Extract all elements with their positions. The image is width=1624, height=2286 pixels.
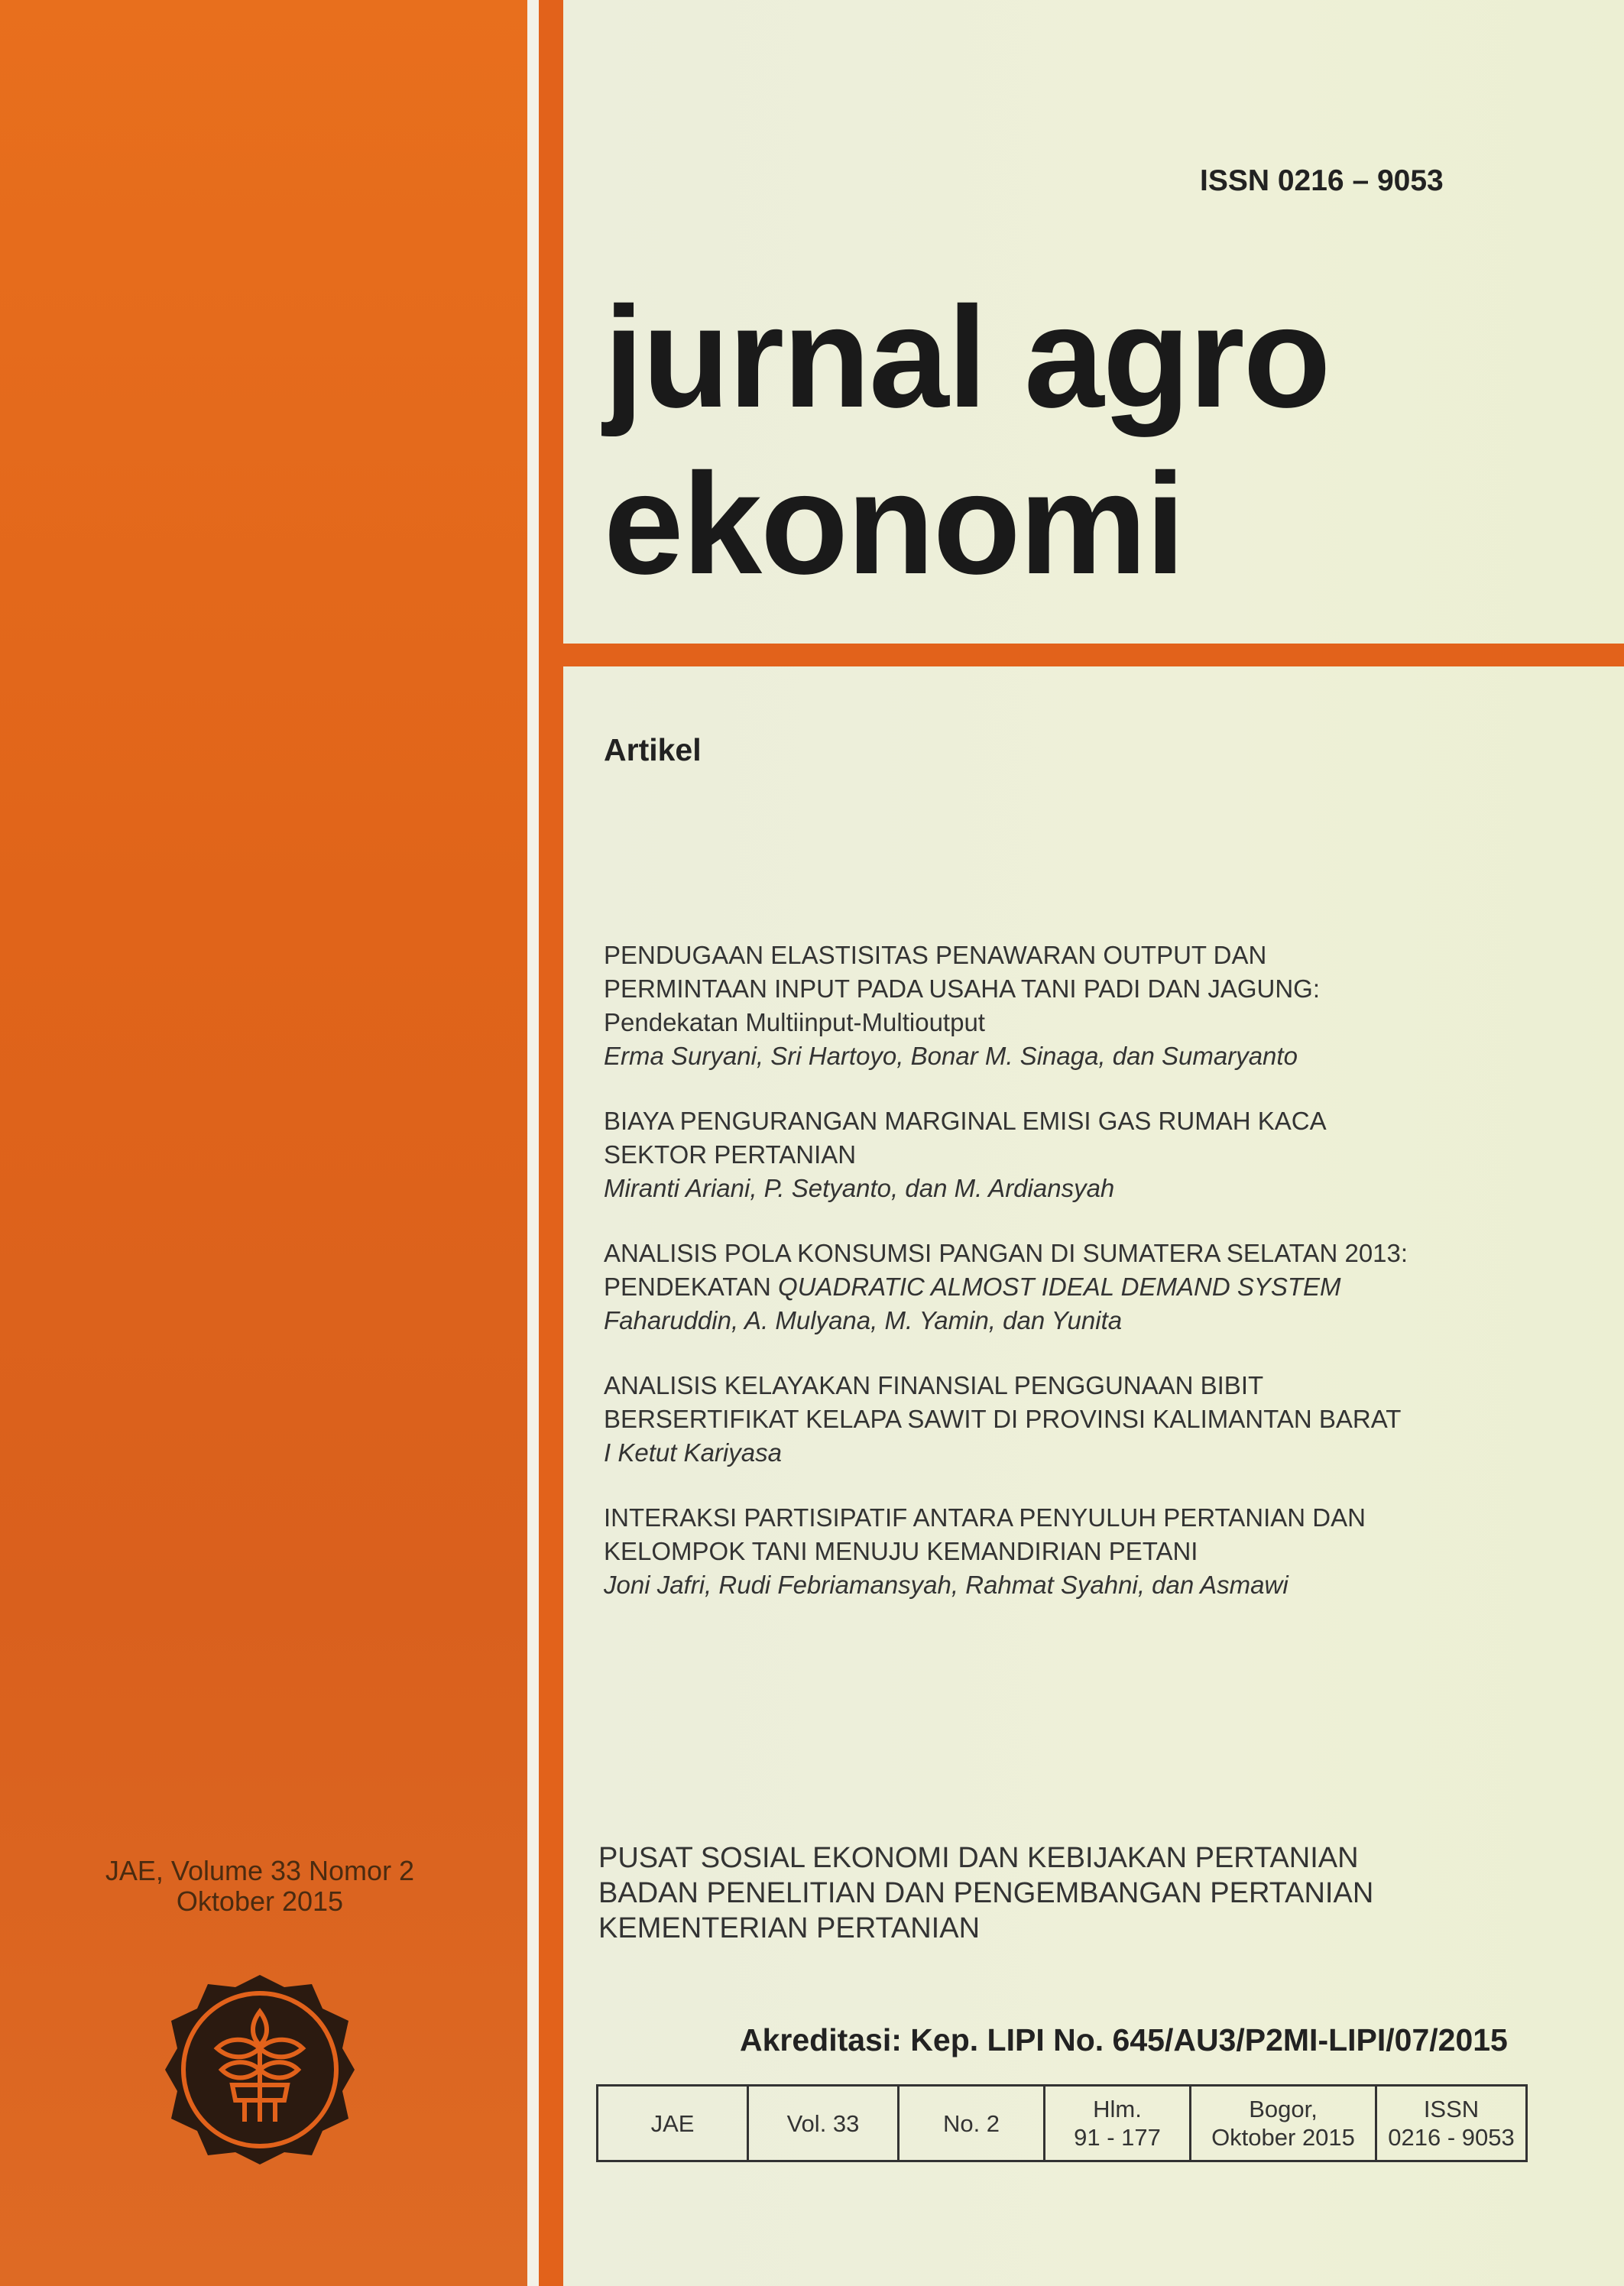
article-title: ANALISIS KELAYAKAN FINANSIAL PENGGUNAAN BIBIT BERSERTIFIKAT KELAPA SAWIT DI PROVINSI KALIMANTAN BARAT <box>604 1371 1402 1433</box>
article-title: PENDUGAAN ELASTISITAS PENAWARAN OUTPUT DAN PERMINTAAN INPUT PADA USAHA TANI PADI DAN JAGUNG: <box>604 941 1321 1003</box>
article-authors: Faharuddin, A. Mulyana, M. Yamin, dan Yunita <box>604 1306 1123 1334</box>
pages-range: 91 - 177 <box>1074 2124 1161 2151</box>
issn-number: 0216 - 9053 <box>1388 2124 1515 2151</box>
volume-info <box>76 1856 443 1917</box>
panel-divider <box>527 0 539 2286</box>
issn-label: ISSN <box>1423 2096 1480 2122</box>
volume-date: Oktober 2015 <box>176 1886 344 1917</box>
vertical-orange-stripe <box>539 0 563 2286</box>
journal-abbrev-cell: JAE <box>598 2086 748 2161</box>
horizontal-orange-stripe <box>563 644 1624 666</box>
article-authors: Miranti Ariani, P. Setyanto, dan M. Ardiansyah <box>604 1174 1115 1202</box>
article-item <box>604 1104 1421 1205</box>
accreditation-text: Akreditasi: Kep. LIPI No. 645/AU3/P2MI-LIPI/07/2015 <box>740 2022 1508 2057</box>
article-title: INTERAKSI PARTISIPATIF ANTARA PENYULUH PERTANIAN DAN KELOMPOK TANI MENUJU KEMANDIRIAN PETANI <box>604 1503 1366 1565</box>
publication-info-table <box>596 2084 1528 2162</box>
journal-title-line2: ekonomi <box>604 443 1185 604</box>
publisher-line: PUSAT SOSIAL EKONOMI DAN KEBIJAKAN PERTANIAN <box>598 1842 1359 1874</box>
article-authors: I Ketut Kariyasa <box>604 1438 782 1467</box>
article-authors: Erma Suryani, Sri Hartoyo, Bonar M. Sinaga, dan Sumaryanto <box>604 1042 1298 1070</box>
article-item <box>604 1369 1421 1470</box>
volume-line: JAE, Volume 33 Nomor 2 <box>105 1855 415 1886</box>
issn-cell <box>1376 2086 1527 2161</box>
left-orange-panel <box>0 0 527 2286</box>
pages-label: Hlm. <box>1093 2096 1142 2122</box>
article-item <box>604 939 1421 1073</box>
article-title: BIAYA PENGURANGAN MARGINAL EMISI GAS RUMAH KACA SEKTOR PERTANIAN <box>604 1107 1325 1169</box>
article-list <box>604 939 1421 1633</box>
publisher-line: BADAN PENELITIAN DAN PENGEMBANGAN PERTANIAN <box>598 1877 1374 1909</box>
article-authors: Joni Jafri, Rudi Febriamansyah, Rahmat Syahni, dan Asmawi <box>604 1571 1289 1599</box>
date-label: Oktober 2015 <box>1211 2124 1355 2151</box>
article-item <box>604 1501 1421 1602</box>
number-cell: No. 2 <box>899 2086 1045 2161</box>
article-title: ANALISIS POLA KONSUMSI PANGAN DI SUMATERA SELATAN 2013: PENDEKATAN <box>604 1239 1408 1301</box>
publisher-block <box>598 1840 1454 1946</box>
article-item <box>604 1237 1421 1338</box>
publisher-line: KEMENTERIAN PERTANIAN <box>598 1912 981 1944</box>
ministry-of-agriculture-emblem-icon <box>162 1972 358 2168</box>
volume-cell: Vol. 33 <box>748 2086 899 2161</box>
article-subtitle: Pendekatan Multiinput-Multioutput <box>604 1008 985 1036</box>
issn-header: ISSN 0216 – 9053 <box>1200 164 1444 197</box>
place-label: Bogor, <box>1249 2096 1318 2122</box>
place-date-cell <box>1191 2086 1376 2161</box>
pages-cell <box>1045 2086 1191 2161</box>
journal-title-line1: jurnal agro <box>604 277 1330 437</box>
section-label: Artikel <box>604 732 702 767</box>
journal-title <box>604 274 1330 607</box>
article-title-italic: QUADRATIC ALMOST IDEAL DEMAND SYSTEM <box>778 1273 1341 1301</box>
table-row <box>598 2086 1527 2161</box>
